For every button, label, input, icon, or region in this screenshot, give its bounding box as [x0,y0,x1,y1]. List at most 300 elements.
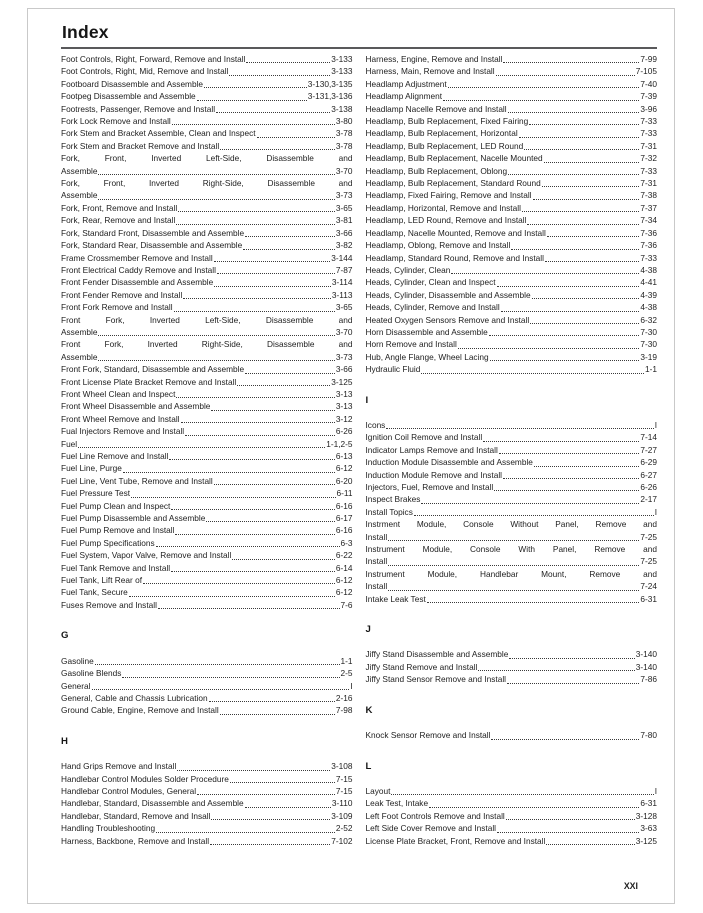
index-entry-title: Inspect Brakes [365,494,421,505]
dot-leader [497,286,640,287]
index-entry-page: 7-39 [640,91,657,102]
dot-leader [229,75,330,76]
index-entry-line [366,276,658,288]
index-entry-line [61,239,353,251]
index-entry-line [366,419,658,431]
index-entry [61,338,353,363]
dot-leader [98,174,334,175]
index-entry-page: 3-125 [331,376,353,387]
index-entry-title: Handling Troubleshooting [61,823,156,834]
index-entry [366,648,658,660]
index-entry [366,456,658,468]
index-entry-line [366,152,658,164]
dot-leader [230,782,335,783]
index-entry-line [366,289,658,301]
index-entry-line [61,562,353,574]
index-entry [366,493,658,505]
dot-leader [78,447,325,448]
index-entry-title: License Plate Bracket, Front, Remove and Install [365,835,546,846]
index-entry [366,351,658,363]
index-entry-page: 7-30 [640,339,657,350]
index-entry [366,140,658,152]
index-entry-page: 6-3 [340,537,353,548]
index-entry [61,400,353,412]
index-entry [366,202,658,214]
index-entry-line [61,276,353,288]
index-entry-page: 6-26 [335,426,353,437]
index-entry [61,425,353,437]
index-entry-title: Front Electrical Caddy Remove and Install [61,264,216,275]
index-entry-title: Foot Controls, Right, Forward, Remove and Install [61,54,246,64]
index-entry-line [366,363,658,375]
index-entry-line [61,835,353,847]
index-entry-page: 3-66 [335,364,353,375]
dot-leader [172,124,335,125]
dot-leader [527,224,639,225]
index-entry [366,469,658,481]
index-entry [61,822,353,834]
index-entry [366,177,658,189]
index-entry-title: Frame Crossmember Remove and Install [61,252,213,263]
index-entry-line [61,140,353,152]
index-entry-line [61,53,353,65]
index-entry [61,103,353,115]
index-entry [366,53,658,65]
index-entry-line [61,797,353,809]
index-entry-title: Assemble [61,351,98,362]
dot-leader [171,509,335,510]
index-entry-line1: Instrument Module, Console With Panel, Remove and [365,544,657,555]
index-entry-title: Knock Sensor Remove and Install [365,730,491,741]
index-entry-line [61,822,353,834]
dot-leader [391,794,653,795]
index-entry [366,810,658,822]
index-entry [61,388,353,400]
index-entry [61,655,353,667]
index-entry-page: 3-109 [331,810,353,821]
index-entry [366,152,658,164]
index-entry [366,518,658,543]
index-entry-title: Jiffy Stand Remove and Install [365,661,478,672]
index-entry-title: Front Wheel Clean and Inspect [61,388,176,399]
dot-leader [95,664,340,665]
dot-leader [220,714,335,715]
index-entry-page: 7-31 [640,140,657,151]
index-entry-title: Fork, Standard Rear, Disassemble and Assemble [61,240,243,251]
index-entry-line [366,314,658,326]
index-entry-title: Fuel Tank Remove and Install [61,562,171,573]
index-entry-line [61,599,353,611]
index-entry-line [61,127,353,139]
index-entry-line [366,481,658,493]
index-entry-page: 3-133 [331,54,353,64]
index-entry [366,276,658,288]
index-entry-title: Front Fork Remove and Install [61,302,173,313]
index-entry-page: 6-31 [640,593,657,604]
index-entry-page: 3-80 [335,116,353,127]
index-entry-line [366,506,658,518]
index-entry-line [366,264,658,276]
dot-leader [204,87,307,88]
index-entry-line [61,227,353,239]
index-entry-page: 7-25 [640,531,657,542]
index-entry-line [61,90,353,102]
index-entry-line [61,785,353,797]
index-entry-title: Fuel Line, Purge [61,463,122,474]
index-entry-page: I [654,785,657,796]
index-entry [61,65,353,77]
index-entry-page: I [654,506,657,517]
index-entry-page: 3-140 [635,649,657,660]
index-entry-line [366,835,658,847]
index-entry [366,127,658,139]
index-entry-line [61,413,353,425]
index-columns [61,53,657,847]
index-entry-page: 6-31 [640,798,657,809]
dot-leader [421,503,639,504]
index-entry [366,363,658,375]
index-entry-title: Induction Module Disassemble and Assemble [365,457,533,468]
index-entry-title: Jiffy Stand Disassemble and Assemble [365,649,509,660]
section-header: K [365,704,373,716]
index-entry-page: 7-24 [640,581,657,592]
dot-leader [237,385,330,386]
index-entry-title: Headlamp, Nacelle Mounted, Remove and Install [365,227,546,238]
index-entry-line [61,301,353,313]
dot-leader [232,559,335,560]
index-entry-title: Front License Plate Bracket Remove and Install [61,376,237,387]
index-entry-line [366,252,658,264]
index-entry [61,599,353,611]
index-entry-line [61,165,353,177]
index-entry [61,692,353,704]
index-entry-title: Heads, Cylinder, Clean and Inspect [365,277,496,288]
index-entry-page: 3-70 [335,326,353,337]
section-header: G [61,630,69,642]
index-entry [366,264,658,276]
index-entry-page: 3-110 [331,798,353,809]
index-entry [61,140,353,152]
index-entry-title: Install [365,581,388,592]
index-entry [61,363,353,375]
index-entry-line [366,115,658,127]
index-entry-page: 7-36 [640,227,657,238]
index-entry-title: Fuel Line, Vent Tube, Remove and Install [61,475,213,486]
index-entry-page: 7-40 [640,78,657,89]
index-entry-line [366,338,658,350]
index-entry-line [61,704,353,716]
index-entry-page: 6-13 [335,451,353,461]
dot-leader [478,670,634,671]
dot-leader [257,137,335,138]
index-entry-page: 7-105 [635,66,657,77]
index-entry-line1: Front Fork, Inverted Left-Side, Disassemble and [61,314,353,325]
index-entry [61,264,353,276]
index-entry [366,103,658,115]
index-entry [61,152,353,177]
index-entry-page: 6-29 [640,457,657,468]
index-entry [366,593,658,605]
dot-leader [421,373,644,374]
index-entry-title: Handlebar, Standard, Disassemble and Assemble [61,798,244,809]
dot-leader [245,373,335,374]
index-entry-page: 3-130,3-135 [307,78,353,89]
dot-leader [451,273,639,274]
index-entry-page: 3-65 [335,202,353,213]
section-header: I [365,394,369,406]
index-entry-page: 6-14 [335,562,353,573]
index-entry-title: Front Fork, Standard, Disassemble and Assemble [61,364,245,375]
index-entry-line [366,456,658,468]
index-entry [61,276,353,288]
index-entry-title: Install [365,531,388,542]
index-entry-line [61,264,353,276]
index-entry [61,376,353,388]
index-entry-title: Fork, Front, Remove and Install [61,202,178,213]
index-entry-title: Headlamp, Horizontal, Remove and Install [365,202,521,213]
index-entry-title: Assemble [61,165,98,176]
index-entry [61,450,353,462]
dot-leader [490,360,640,361]
index-entry-page: 3-82 [335,240,353,251]
index-entry-page: 1-1,2-5 [326,438,353,449]
index-entry [366,661,658,673]
index-entry-line [366,469,658,481]
index-entry-title: Headlamp, Standard Round, Remove and Install [365,252,544,263]
index-entry-title: Fuel System, Vapor Valve, Remove and Install [61,550,232,561]
index-entry-page: 1-1 [340,655,353,666]
index-entry-page: 7-98 [335,705,353,716]
index-entry [366,314,658,326]
index-entry-page: 7-36 [640,240,657,251]
index-entry [61,704,353,716]
dot-leader [246,62,330,63]
index-entry [366,65,658,77]
dot-leader [524,149,639,150]
dot-leader [494,490,639,491]
dot-leader [427,602,640,603]
index-entry-title: Assemble [61,326,98,337]
index-entry-title: General, Cable and Chassis Lubrication [61,692,208,703]
index-entry-page: 3-78 [335,140,353,151]
index-entry-page: 3-78 [335,128,353,139]
dot-leader [501,311,640,312]
index-entry-line [366,140,658,152]
index-entry-line [366,227,658,239]
index-entry [366,444,658,456]
index-entry [61,524,353,536]
index-entry-line [366,202,658,214]
index-entry-page: 3-73 [335,351,353,362]
index-entry-line [366,177,658,189]
index-entry-title: Fuel Tank, Lift Rear of [61,575,143,586]
index-entry [366,797,658,809]
dot-leader [214,286,331,287]
index-entry-page: 7-30 [640,326,657,337]
index-entry-title: Headlamp Nacelle Remove and Install [365,103,507,114]
column-right [366,53,658,847]
dot-leader [519,137,640,138]
index-entry-page: 3-133 [331,66,353,77]
index-entry-title: Assemble [61,190,98,201]
index-entry-line [366,593,658,605]
index-entry-title: Intake Leak Test [365,593,426,604]
index-entry-line [366,351,658,363]
dot-leader [176,397,335,398]
index-entry-page: 6-27 [640,469,657,480]
index-entry-page: 3-65 [335,302,353,313]
index-entry-line [61,537,353,549]
index-entry [61,462,353,474]
index-entry-page: 3-19 [640,351,657,362]
index-entry-page: 7-33 [640,252,657,263]
dot-leader [210,844,330,845]
index-entry-page: 6-26 [640,482,657,492]
dot-leader [175,534,334,535]
index-entry-title: Fuel Pump Specifications [61,537,155,548]
index-entry-page: 6-16 [335,525,353,536]
index-entry-title: Icons [365,419,386,430]
index-entry-page: 3-144 [331,252,353,263]
dot-leader [156,546,340,547]
index-entry [61,512,353,524]
index-entry-page: 6-32 [640,314,657,325]
index-entry-page: 7-99 [640,54,657,64]
index-entry [366,506,658,518]
index-entry-page: 3-131,3-136 [307,91,353,102]
index-entry [61,760,353,772]
index-entry-line [61,810,353,822]
index-entry-line1: Fork, Front, Inverted Left-Side, Disassemble and [61,153,353,164]
index-entry [61,680,353,692]
index-entry-line1: Instrument Module, Handlebar Mount, Remove and [365,568,657,579]
index-entry-title: Left Side Cover Remove and Install [365,823,497,834]
index-entry-line [61,586,353,598]
dot-leader [122,677,339,678]
index-entry-page: 7-6 [340,599,353,610]
index-entry-title: Handlebar, Standard, Remove and Insall [61,810,211,821]
index-entry-page: I [654,419,657,430]
index-entry-title: Install Topics [365,506,413,517]
index-entry-line [366,729,658,741]
index-entry-title: Fuel [61,438,78,449]
dot-leader [197,100,307,101]
index-entry [366,214,658,226]
dot-leader [522,211,639,212]
dot-leader [508,174,639,175]
index-entry [61,177,353,202]
index-entry-page: 2-52 [335,823,353,834]
index-entry-line [61,189,353,201]
index-entry-line [61,500,353,512]
index-entry [366,481,658,493]
index-entry-title: Heads, Cylinder, Remove and Install [365,302,500,313]
index-entry-title: Fuel Line Remove and Install [61,451,169,461]
index-entry-line [366,493,658,505]
index-entry-page: 7-14 [640,432,657,443]
index-entry-line [366,673,658,685]
dot-leader [177,770,330,771]
dot-leader [214,484,335,485]
dot-leader [497,832,639,833]
dot-leader [174,311,335,312]
dot-leader [529,124,639,125]
index-entry [61,301,353,313]
index-entry-line [366,797,658,809]
index-entry-line [366,580,658,592]
index-entry-page: 7-25 [640,556,657,567]
index-entry-title: Headlamp, Bulb Replacement, Standard Round [365,178,541,189]
index-entry [61,773,353,785]
index-entry-line [366,239,658,251]
index-entry-line [61,326,353,338]
index-entry [366,822,658,834]
dot-leader [483,441,639,442]
index-entry-title: Harness, Backbone, Remove and Install [61,835,210,846]
index-entry [61,475,353,487]
dot-leader [98,199,334,200]
index-entry [61,78,353,90]
index-entry [61,549,353,561]
index-entry-page: 7-33 [640,165,657,176]
dot-leader [491,739,639,740]
index-entry-title: Footrests, Passenger, Remove and Install [61,103,216,114]
dot-leader [414,515,654,516]
index-entry-line1: Fork, Front, Inverted Right-Side, Disassemble and [61,178,353,189]
index-entry-title: Front Fender Remove and Install [61,289,183,300]
dot-leader [443,100,639,101]
dot-leader [503,62,639,63]
index-entry-page: 6-22 [335,550,353,561]
title-rule [61,47,657,49]
index-entry-title: Fork Stem and Bracket Assemble, Clean and Inspect [61,128,256,139]
index-entry-title: Headlamp, Bulb Replacement, LED Round [365,140,524,151]
dot-leader [209,701,335,702]
dot-leader [158,608,340,609]
dot-leader [503,478,639,479]
dot-leader [123,472,335,473]
dot-leader [98,335,334,336]
index-entry-line [61,692,353,704]
index-entry [61,438,353,450]
dot-leader [509,658,634,659]
index-entry [61,202,353,214]
index-entry-title: Heated Oxygen Sensors Remove and Install [365,314,530,325]
index-entry-line [61,760,353,772]
dot-leader [388,565,639,566]
index-entry [61,127,353,139]
index-entry-title: Fuel Pressure Test [61,488,131,499]
index-entry [366,326,658,338]
index-entry-page: 7-38 [640,190,657,201]
index-entry-page: 3-63 [640,823,657,834]
dot-leader [545,261,639,262]
index-entry-line [366,53,658,65]
index-entry-page: 2-17 [640,494,657,505]
index-entry-page: 7-80 [640,730,657,741]
dot-leader [429,807,639,808]
dot-leader [245,236,335,237]
dot-leader [181,422,335,423]
index-entry-line [366,189,658,201]
index-entry-page: 3-73 [335,190,353,201]
index-entry-line [366,90,658,102]
index-entry-line1: Instrment Module, Console Without Panel, Remove and [365,519,657,530]
index-entry-page: 1-1 [645,364,657,375]
index-entry [366,189,658,201]
page-title: Index [62,22,109,42]
index-entry-line [61,202,353,214]
